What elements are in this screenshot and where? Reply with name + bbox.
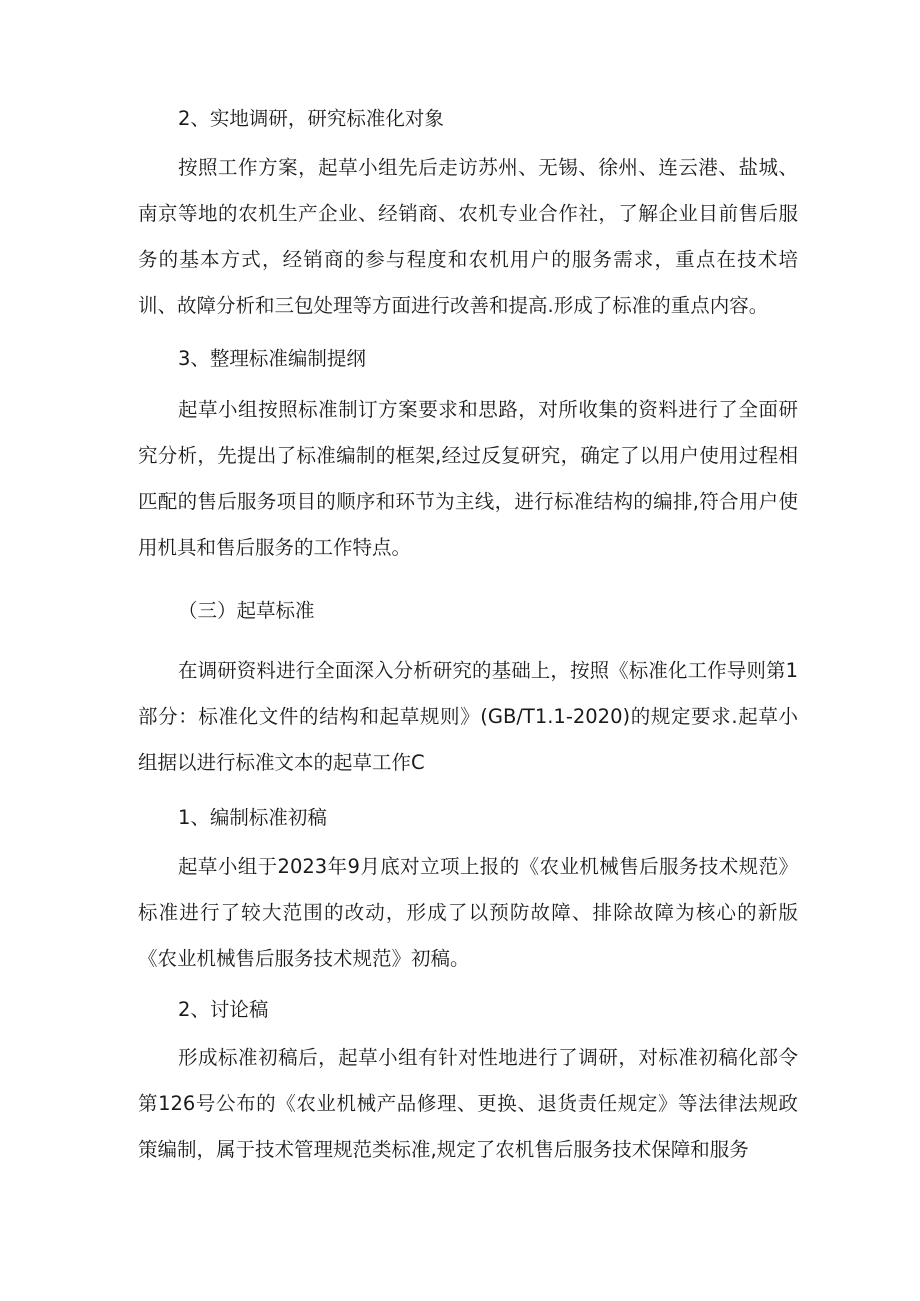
paragraph-drafting: 在调研资料进行全面深入分析研究的基础上，按照《标准化工作导则第1部分：标准化文件的结构和起草规则》(GB/T1.1-2020)的规定要求.起草小组据以进行标准文本的起草工作C <box>138 659 798 774</box>
paragraph-field-research: 按照工作方案，起草小组先后走访苏州、无锡、徐州、连云港、盐城、南京等地的农机生产企业、经销商、农机专业合作社，了解企业目前售后服务的基本方式，经销商的参与程度和农机用户的服务需求，重点在技术培训、故障分析和三包处理等方面进行改善和提高.形成了标准的重点内容。 <box>138 156 798 317</box>
section-heading-field-research: 2、实地调研，研究标准化对象 <box>178 107 444 130</box>
section-heading-discussion-draft: 2、讨论稿 <box>178 998 269 1021</box>
section-heading-drafting: （三）起草标准 <box>178 599 315 622</box>
section-heading-outline: 3、整理标准编制提纲 <box>178 347 366 370</box>
paragraph-outline: 起草小组按照标准制订方案要求和思路，对所收集的资料进行了全面研究分析，先提出了标准编制的框架,经过反复研究，确定了以用户使用过程相匹配的售后服务项目的顺序和环节为主线，进行标准结构的编排,符合用户使用机具和售后服务的工作特点。 <box>138 398 798 559</box>
section-heading-first-draft: 1、编制标准初稿 <box>178 806 327 829</box>
paragraph-discussion-draft: 形成标准初稿后，起草小组有针对性地进行了调研，对标准初稿化部令第126号公布的《农业机械产品修理、更换、退货责任规定》等法律法规政策编制，属于技术管理规范类标准,规定了农机售后服务技术保障和服务 <box>138 1046 798 1161</box>
paragraph-first-draft: 起草小组于2023年9月底对立项上报的《农业机械售后服务技术规范》标准进行了较大范围的改动，形成了以预防故障、排除故障为核心的新版《农业机械售后服务技术规范》初稿。 <box>138 855 798 970</box>
